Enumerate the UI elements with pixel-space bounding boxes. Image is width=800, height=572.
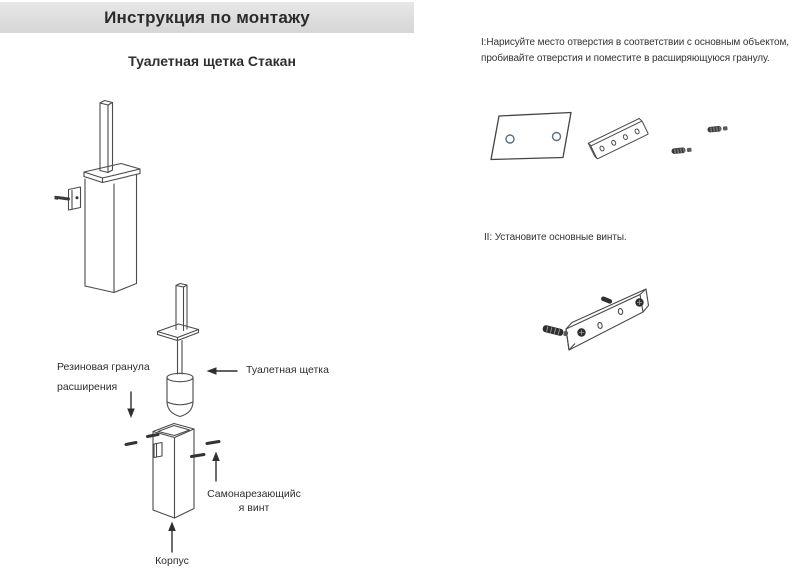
label-self-tapping-screw bbox=[206, 488, 302, 515]
arrow-screw-up-head bbox=[212, 452, 220, 462]
figure-expansion-anchor-2 bbox=[671, 147, 691, 154]
step-2-instruction bbox=[484, 230, 627, 246]
header-bar bbox=[0, 2, 414, 33]
step-1-line-2: пробивайте отверстия и поместите в расширяющуюся гранулу. bbox=[481, 53, 770, 64]
figure-step2-anchor bbox=[542, 325, 569, 338]
figure-step2-assembly bbox=[542, 289, 648, 350]
step-1-instruction bbox=[481, 35, 789, 67]
figure-assembled-view bbox=[55, 101, 141, 293]
label-self-tapping-screw-line-1: Самонарезающийс bbox=[207, 488, 301, 500]
screw-head-1 bbox=[577, 328, 585, 336]
figure-mounting-bracket bbox=[588, 118, 648, 160]
label-body: Корпус bbox=[155, 555, 189, 567]
step-2-line-1: II: Установите основные винты. bbox=[484, 232, 627, 243]
arrow-granule-down-head bbox=[127, 409, 135, 419]
figure-expansion-anchor-1 bbox=[707, 125, 727, 132]
figure-step2-top-screw bbox=[600, 296, 612, 305]
label-rubber-granule: Резиновая гранула расширения bbox=[57, 361, 150, 393]
product-title: Туалетная щетка Стакан bbox=[128, 53, 296, 69]
figure-wall-template bbox=[491, 113, 571, 160]
label-self-tapping-screw-line-2: я винт bbox=[238, 501, 270, 514]
label-toilet-brush: Туалетная щетка bbox=[246, 364, 329, 376]
screw-head-2 bbox=[635, 298, 643, 306]
arrow-brush-left-head bbox=[207, 367, 217, 375]
step-1-line-1: I:Нарисуйте место отверстия в соответствии с основным объектом, bbox=[481, 37, 789, 48]
page-title: Инструкция по монтажу bbox=[104, 7, 310, 27]
figure-exploded-view bbox=[126, 284, 219, 519]
arrow-body-up-head bbox=[168, 522, 176, 532]
